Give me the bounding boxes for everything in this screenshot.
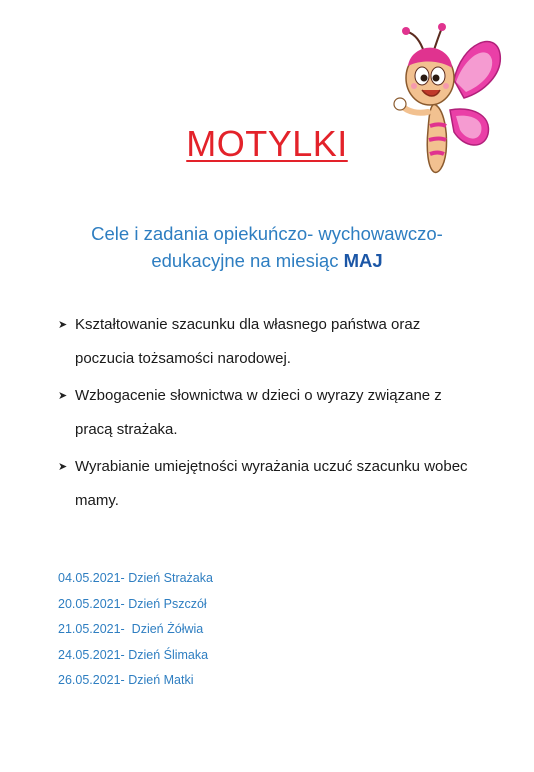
section-heading <box>60 220 474 274</box>
date-item: 26.05.2021- Dzień Matki <box>58 673 194 687</box>
arrow-bullet-icon: ➤ <box>58 319 68 331</box>
goal-line: Wzbogacenie słownictwa w dzieci o wyrazy związane z <box>75 387 442 404</box>
butterfly-cartoon-icon <box>384 22 502 180</box>
section-heading-line1: Cele i zadania opiekuńczo- wychowawczo- <box>91 223 443 244</box>
goal-item <box>58 450 498 518</box>
goal-line: pracą strażaka. <box>75 421 178 438</box>
section-heading-line2-text: edukacyjne na miesiąc <box>151 250 344 271</box>
date-item: 04.05.2021- Dzień Strażaka <box>58 571 213 585</box>
arrow-bullet-icon: ➤ <box>58 461 68 473</box>
month-label: MAJ <box>343 250 383 271</box>
goal-line: Kształtowanie szacunku dla własnego państwa oraz <box>75 316 421 333</box>
date-item: 20.05.2021- Dzień Pszczół <box>58 596 207 611</box>
page-title-text: MOTYLKI <box>186 123 348 164</box>
goal-line: poczucia tożsamości narodowej. <box>75 350 291 367</box>
goal-item <box>58 308 498 376</box>
goal-item <box>58 379 498 447</box>
arrow-bullet-icon: ➤ <box>58 390 68 402</box>
goal-line: mamy. <box>75 492 119 509</box>
date-item: 24.05.2021- Dzień Ślimaka <box>58 647 209 662</box>
goal-line: Wyrabianie umiejętności wyrażania uczuć szacunku wobec <box>75 458 468 475</box>
dates-list <box>58 566 213 694</box>
section-heading-line2 <box>60 247 474 274</box>
goals-list <box>58 308 498 521</box>
date-item: 21.05.2021- Dzień Żółwia <box>58 622 204 636</box>
